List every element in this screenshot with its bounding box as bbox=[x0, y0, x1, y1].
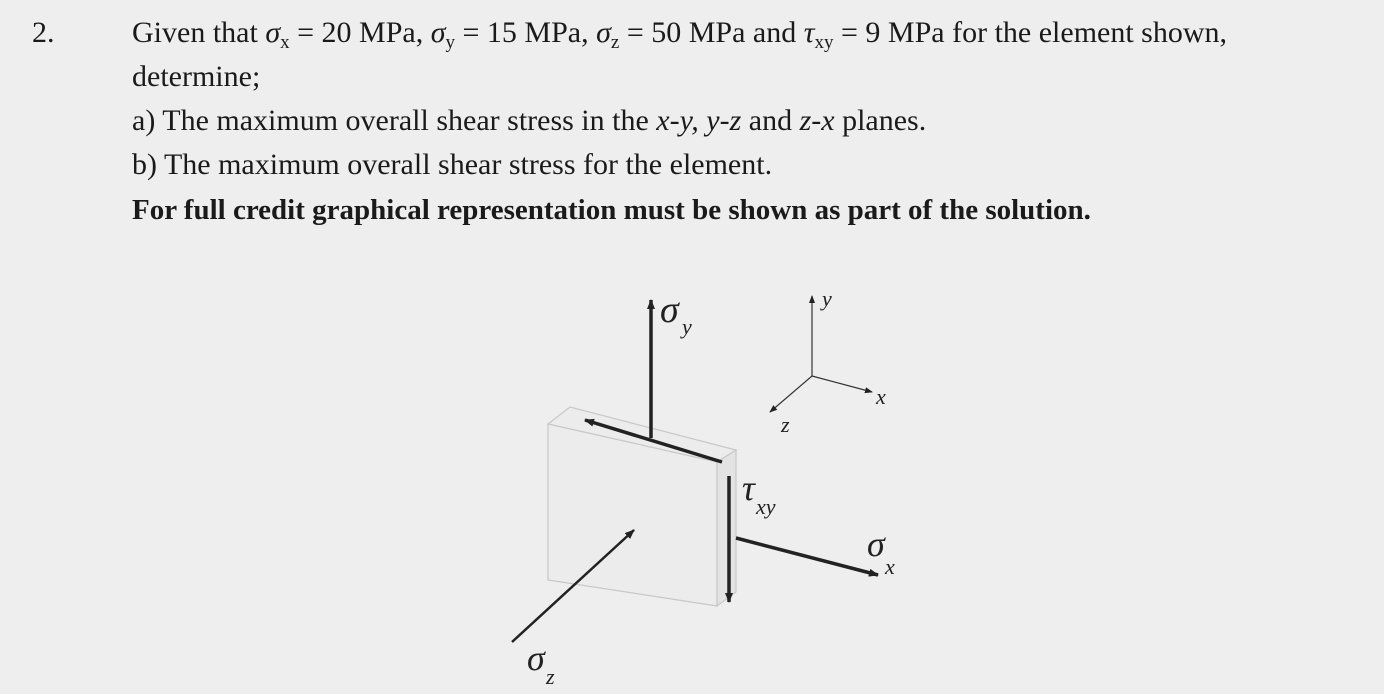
sigma-y-label: σ bbox=[660, 289, 679, 331]
sigma-x-label: σ bbox=[867, 524, 885, 564]
problem-note: For full credit graphical representation must be shown as part of the solution. bbox=[132, 194, 1091, 226]
axis-z-label: z bbox=[781, 412, 790, 437]
sigma-z-subscript: z bbox=[546, 664, 555, 689]
tau-subscript: xy bbox=[756, 494, 776, 519]
axis-x-label: x bbox=[876, 384, 886, 409]
problem-given-line: Given that $\sigma_x = 20$ MPa, $\sigma_y = 15$ MPa, $\sigma_z = 50$ MPa and $\tau_{xy} = 9$ MPa for the element shown, bbox=[132, 16, 1228, 53]
coordinate-axes bbox=[770, 296, 872, 412]
problem-part-a: a) The maximum overall shear stress in the x-y, y-z and z-x planes. bbox=[132, 104, 927, 137]
sigma-z-label: σ bbox=[527, 638, 545, 678]
sigma-x-arrow bbox=[736, 538, 878, 575]
question-number: 2. bbox=[32, 16, 55, 49]
sigma-y-subscript: y bbox=[682, 314, 692, 339]
problem-part-b: b) The maximum overall shear stress for the element. bbox=[132, 148, 773, 181]
tau-label: τ bbox=[742, 468, 755, 508]
axis-y-label: y bbox=[822, 286, 832, 311]
problem-determine-line: determine; bbox=[132, 60, 261, 93]
sigma-x-subscript: x bbox=[885, 554, 895, 579]
